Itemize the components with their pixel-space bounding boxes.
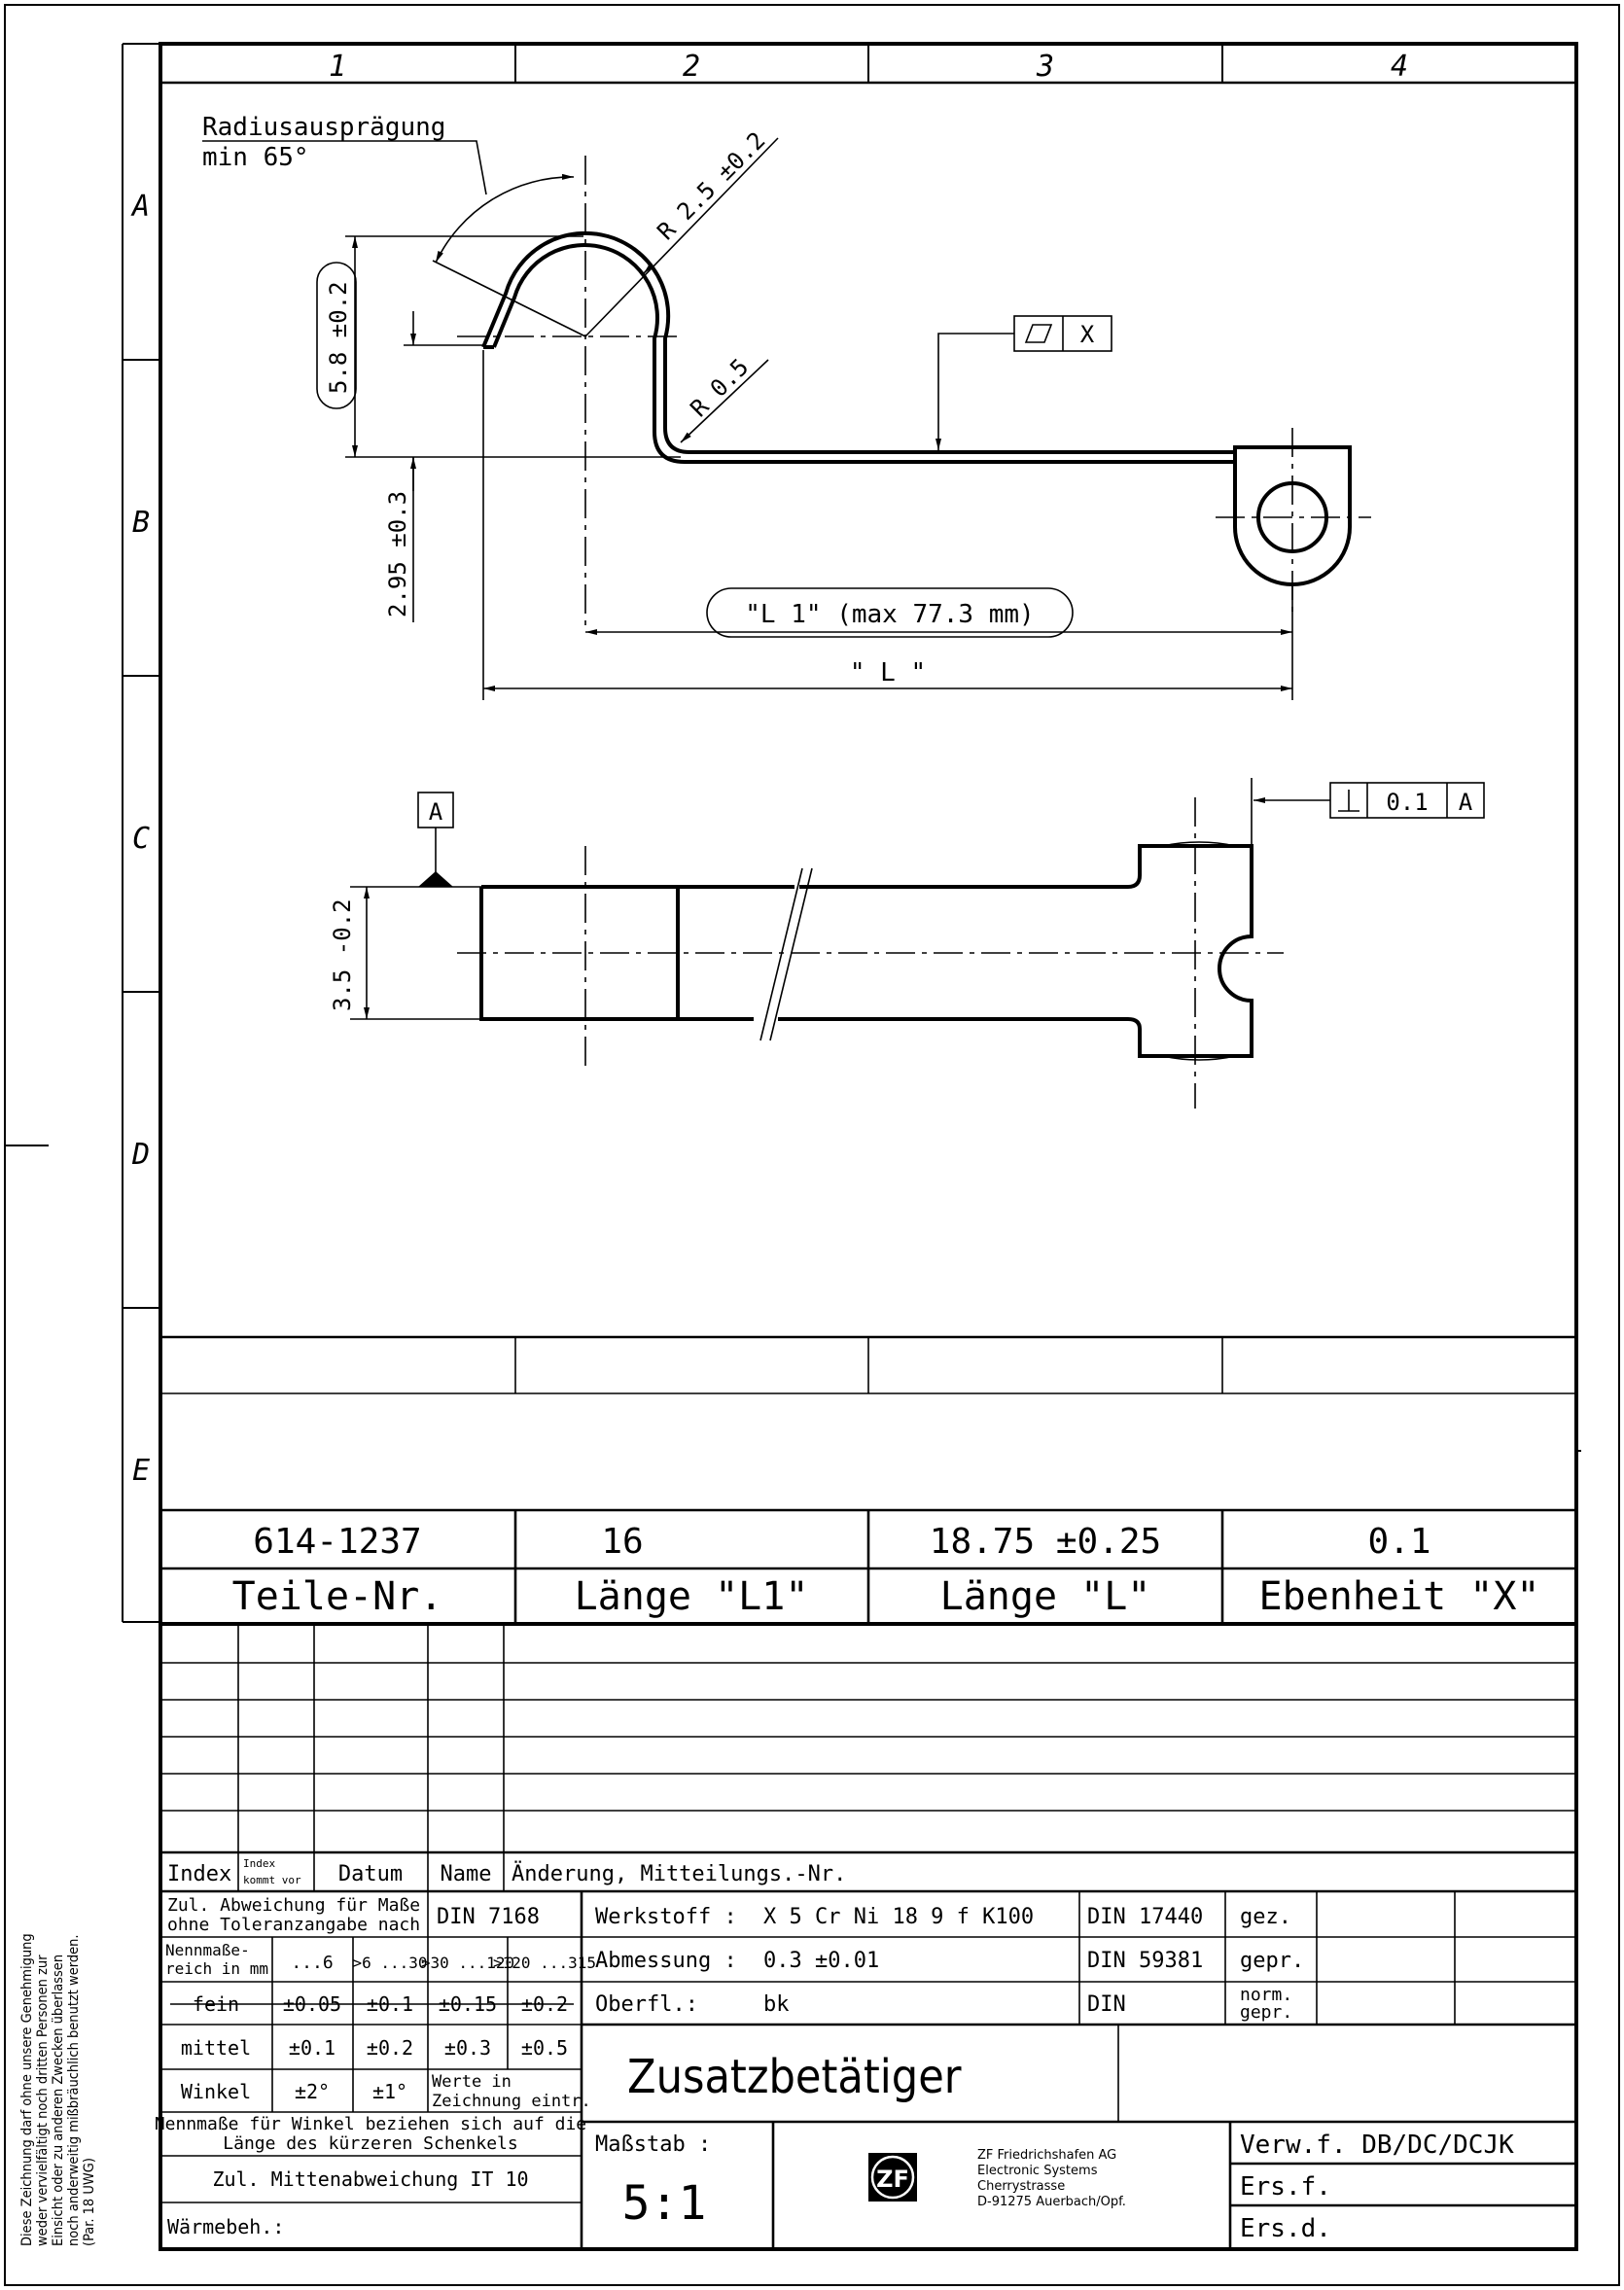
top-view bbox=[329, 778, 1484, 1109]
perp-ref: A bbox=[1458, 789, 1473, 816]
mittel-label: mittel bbox=[180, 2036, 252, 2060]
norm-label: gepr. bbox=[1240, 2002, 1293, 2023]
abmessung-label: Abmessung : bbox=[595, 1949, 737, 1973]
scale-value: 5:1 bbox=[621, 2176, 707, 2231]
winkel-note: Zeichnung eintr. bbox=[432, 2092, 591, 2111]
angle-note: Nennmaße für Winkel beziehen sich auf die bbox=[154, 2114, 587, 2134]
datum-triangle bbox=[418, 871, 453, 887]
row-label: E bbox=[131, 1454, 151, 1488]
abmessung-value: 0.3 ±0.01 bbox=[763, 1949, 880, 1973]
revision-table bbox=[160, 1624, 1576, 1891]
range-value: >30 ...120 bbox=[420, 1954, 515, 1972]
tolerance-standard: DIN 7168 bbox=[437, 1905, 540, 1929]
oberfl-label: Oberfl.: bbox=[595, 1992, 698, 2017]
variant-value: 18.75 ±0.25 bbox=[929, 1522, 1162, 1562]
tolerance-title: ohne Toleranzangabe nach bbox=[167, 1915, 421, 1935]
range-value: >120 ...315 bbox=[493, 1954, 596, 1972]
row-label: B bbox=[131, 506, 151, 540]
revision-change-header: Änderung, Mitteilungs.-Nr. bbox=[512, 1862, 847, 1886]
profile-outer-edge bbox=[483, 233, 1235, 452]
revision-name-header: Name bbox=[440, 1862, 492, 1886]
row-label: A bbox=[131, 190, 151, 224]
dim-radius-outer: R 2.5 ±0.2 bbox=[652, 126, 771, 246]
variant-value: 614-1237 bbox=[253, 1522, 422, 1562]
oberfl-value: bk bbox=[763, 1992, 790, 2017]
fein-value: ±0.15 bbox=[438, 1992, 498, 2016]
range-label: Nennmaße- bbox=[165, 1941, 250, 1959]
werkstoff-value: X 5 Cr Ni 18 9 f K100 bbox=[763, 1905, 1035, 1929]
grid-labels bbox=[130, 50, 1408, 1488]
range-label: reich in mm bbox=[165, 1959, 268, 1978]
dim-l1: "L 1" (max 77.3 mm) bbox=[745, 600, 1035, 629]
dim-hook-height: 5.8 ±0.2 bbox=[325, 281, 352, 394]
winkel-value: ±2° bbox=[294, 2080, 331, 2103]
zf-logo bbox=[868, 2153, 917, 2202]
column-label: 3 bbox=[1036, 50, 1055, 84]
dim-thickness: 3.5 -0.2 bbox=[329, 898, 356, 1011]
material-block bbox=[582, 1891, 1576, 2025]
abmessung-din: DIN 59381 bbox=[1087, 1949, 1204, 1973]
column-label: 1 bbox=[328, 50, 347, 84]
company-line: Cherrystrasse bbox=[977, 2179, 1066, 2194]
company-line: Electronic Systems bbox=[977, 2164, 1098, 2178]
radius-note-line2: min 65° bbox=[202, 143, 309, 172]
company-line: ZF Friedrichshafen AG bbox=[977, 2148, 1117, 2163]
flatness-ref: X bbox=[1079, 321, 1095, 348]
fein-value: ±0.1 bbox=[366, 1992, 414, 2016]
column-label: 4 bbox=[1390, 50, 1409, 84]
row-label: C bbox=[131, 822, 151, 856]
mittel-value: ±0.3 bbox=[443, 2036, 492, 2060]
logo-text: ZF bbox=[876, 2166, 909, 2193]
part-name: Zusatzbetätiger bbox=[627, 2050, 962, 2104]
fein-value: ±0.05 bbox=[282, 1992, 342, 2016]
variant-table bbox=[160, 1337, 1576, 1624]
ersd-field: Ers.d. bbox=[1240, 2214, 1331, 2243]
dim-l: " L " bbox=[849, 658, 927, 687]
datum-label: A bbox=[428, 798, 443, 826]
variant-header: Ebenheit "X" bbox=[1258, 1574, 1540, 1619]
winkel-value: ±1° bbox=[371, 2080, 408, 2103]
perpendicularity-icon bbox=[1338, 790, 1359, 811]
variant-header: Teile-Nr. bbox=[231, 1574, 443, 1619]
flatness-icon bbox=[1026, 325, 1051, 342]
profile-inner-edge bbox=[494, 245, 1235, 462]
angle-note: Länge des kürzeren Schenkels bbox=[223, 2133, 518, 2154]
column-label: 2 bbox=[682, 50, 701, 84]
body-outline-right bbox=[778, 846, 1252, 1056]
company-line: D-91275 Auerbach/Opf. bbox=[977, 2195, 1126, 2209]
variant-header: Länge "L1" bbox=[574, 1574, 809, 1619]
winkel-label: Winkel bbox=[180, 2080, 252, 2103]
scale-label: Maßstab : bbox=[595, 2132, 712, 2157]
werkstoff-din: DIN 17440 bbox=[1087, 1905, 1204, 1929]
dim-radius-inner: R 0.5 bbox=[685, 353, 755, 423]
copyright-notice: Diese Zeichnung darf ohne unsere Genehmigung weder vervielfältigt noch dritten Personen zur Einsicht oder zu anderen Zwecken überlassen noch anderweitig mißbräuchlich benutzt werden. (Par. 18 UWG) bbox=[19, 1933, 97, 2246]
tolerance-block bbox=[155, 1891, 596, 2249]
mittel-value: ±0.5 bbox=[520, 2036, 569, 2060]
dim-offset: 2.95 ±0.3 bbox=[384, 490, 411, 617]
werkstoff-label: Werkstoff : bbox=[595, 1905, 737, 1929]
verw-field: Verw.f. DB/DC/DCJK bbox=[1240, 2131, 1514, 2160]
range-value: >6 ...30 bbox=[352, 1954, 428, 1972]
center-deviation: Zul. Mittenabweichung IT 10 bbox=[212, 2167, 529, 2191]
revision-index-small: Index bbox=[243, 1857, 276, 1870]
ersf-field: Ers.f. bbox=[1240, 2172, 1331, 2202]
range-value: ...6 bbox=[291, 1953, 334, 1973]
gez-label: gez. bbox=[1240, 1905, 1291, 1929]
norm-label: norm. bbox=[1240, 1985, 1293, 2005]
fein-value: ±0.2 bbox=[520, 1992, 569, 2016]
variant-value: 0.1 bbox=[1367, 1522, 1431, 1562]
oberfl-din: DIN bbox=[1087, 1992, 1126, 2017]
perp-value: 0.1 bbox=[1386, 789, 1429, 816]
revision-index-small: kommt vor bbox=[243, 1874, 301, 1886]
revision-datum-header: Datum bbox=[337, 1862, 404, 1886]
side-view bbox=[202, 113, 1371, 700]
fein-label: fein bbox=[192, 1992, 240, 2016]
mittel-value: ±0.1 bbox=[288, 2036, 336, 2060]
variant-value: 16 bbox=[601, 1522, 644, 1562]
mittel-value: ±0.2 bbox=[366, 2036, 414, 2060]
variant-header: Länge "L" bbox=[939, 1574, 1151, 1619]
tolerance-title: Zul. Abweichung für Maße bbox=[167, 1895, 421, 1916]
gepr-label: gepr. bbox=[1240, 1949, 1305, 1973]
row-label: D bbox=[131, 1138, 151, 1172]
heat-treatment-label: Wärmebeh.: bbox=[167, 2215, 285, 2238]
revision-index-header: Index bbox=[167, 1862, 232, 1886]
radius-note-line1: Radiusausprägung bbox=[202, 113, 446, 142]
winkel-note: Werte in bbox=[432, 2072, 512, 2092]
title-block bbox=[582, 2025, 1576, 2249]
